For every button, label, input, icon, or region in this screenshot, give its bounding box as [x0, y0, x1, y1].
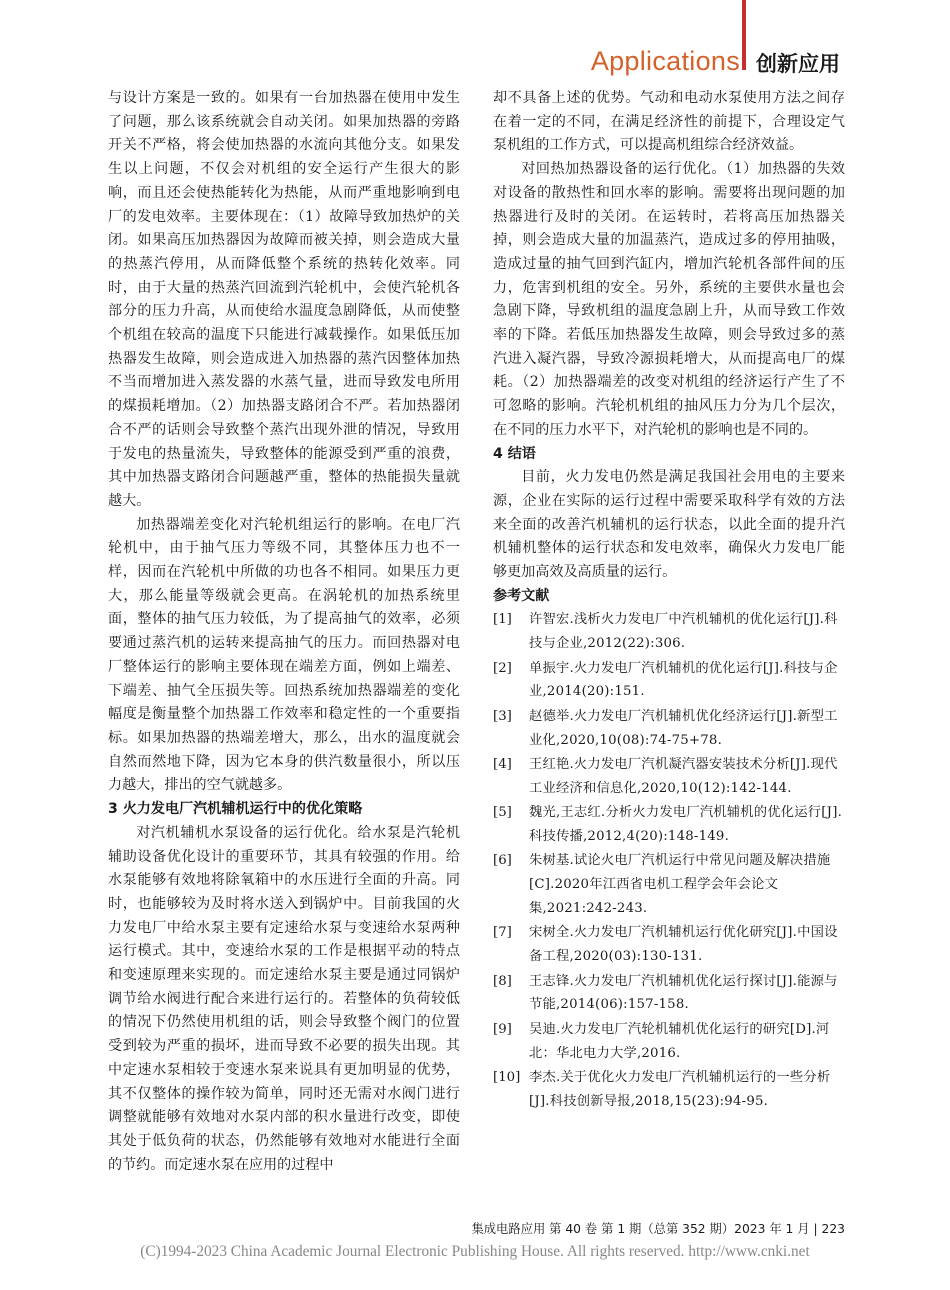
copyright-watermark: (C)1994-2023 China Academic Journal Electronic Publishing House. All rights reserved. http://www.cnki.net [140, 1243, 810, 1260]
reference-list [493, 608, 845, 1113]
reference-number: [9] [493, 1021, 512, 1037]
page-header [0, 0, 950, 80]
reference-text: 单振宇.火力发电厂汽机辅机的优化运行[J].科技与企业,2014(20):151. [529, 660, 838, 700]
reference-number: [3] [493, 708, 512, 724]
reference-item [493, 657, 845, 704]
header-divider-bar [742, 0, 746, 70]
reference-number: [1] [493, 612, 512, 628]
paragraph: 目前，火力发电仍然是满足我国社会用电的主要来源，企业在实际的运行过程中需要采取科学有效的方法来全面的改善汽机辅机的运行状态，以此全面的提升汽机辅机整体的运行状态和发电效率，确保火力发电厂能够更加高效及高质量的运行。 [493, 469, 845, 581]
journal-footer: 集成电路应用 第 40 卷 第 1 期（总第 352 期）2023 年 1 月 | 223 [471, 1222, 845, 1236]
reference-text: 魏光,王志红.分析火力发电厂汽机辅机的优化运行[J].科技传播,2012,4(20):148-149. [529, 805, 843, 844]
reference-item [493, 849, 845, 920]
paragraph: 对回热加热器设备的运行优化。（1）加热器的失效对设备的散热性和回水率的影响。需要将出现问题的加热器进行及时的关闭。在运转时，若将高压加热器关掉，则会造成大量的加温蒸汽，造成过多的停用抽吸，造成过量的抽气回到汽缸内，增加汽轮机各部件间的压力，危害到机组的安全。另外，系统的主要供水量也会急剧下降，导致机组的温度急剧上升，从而导致工作效率的下降。若低压加热器发生故障，则会导致过多的蒸汽进入凝汽器，导致冷源损耗增大，从而提高电厂的煤耗。（2）加热器端差的改变对机组的经济运行产生了不可忽略的影响。汽轮机机组的抽风压力分为几个层次，在不同的压力水平下，对汽轮机的影响也是不同的。 [493, 161, 845, 438]
paragraph: 却不具备上述的优势。气动和电动水泵使用方法之间存在着一定的不同，在满足经济性的前提下，合理设定气泵机组的工作方式，可以提高机组综合经济效益。 [493, 90, 845, 154]
left-column [108, 87, 460, 1177]
paragraph: 与设计方案是一致的。如果有一台加热器在使用中发生了问题，那么该系统就会自动关闭。如果加热器的旁路开关不严格，将会使加热器的水流向其他分支。如果发生以上问题，不仅会对机组的安全运行产生很大的影响，而且还会使热能转化为热能，从而严重地影响到电厂的发电效率。主要体现在：（1）故障导致加热炉的关闭。如果高压加热器因为故障而被关掉，则会造成大量的热蒸汽停用，从而降低整个系统的热转化效率。同时，由于大量的热蒸汽回流到汽轮机中，会使汽轮机各部分的压力升高，从而使给水温度急剧降低，从而使整个机组在较高的温度下只能进行减载操作。如果低压加热器发生故障，则会造成进入加热器的蒸汽因整体加热不当而增加进入蒸发器的水蒸气量，进而导致发电所用的煤损耗增加。（2）加热器支路闭合不严。若加热器闭合不严的话则会导致整个蒸汽出现外泄的情况，导致用于发电的热量流失，导致整体的能源受到严重的浪费，其中加热器支路闭合问题越严重，整体的热能损失量就越大。 [108, 90, 460, 509]
reference-text: 李杰.关于优化火力发电厂汽机辅机运行的一些分析[J].科技创新导报,2018,15(23):94-95. [529, 1070, 831, 1109]
reference-number: [8] [493, 973, 512, 989]
reference-number: [10] [493, 1070, 521, 1085]
right-column [493, 87, 845, 1114]
reference-item [493, 608, 845, 655]
reference-item [493, 705, 845, 752]
reference-text: 许智宏.浅析火力发电厂中汽机辅机的优化运行[J].科技与企业,2012(22):306. [529, 612, 838, 652]
reference-text: 吴迪.火力发电厂汽轮机辅机优化运行的研究[D].河北：华北电力大学,2016. [529, 1021, 830, 1061]
reference-number: [6] [493, 853, 512, 869]
reference-item [493, 753, 845, 800]
paragraph: 对汽机辅机水泵设备的运行优化。给水泵是汽轮机辅助设备优化设计的重要环节，其具有较强的作用。给水泵能够有效地将除氧箱中的水压进行全面的升高。同时，也能够较为及时将水送入到锅炉中。目前我国的火力发电厂中给水泵主要有定速给水泵与变速给水泵两种运行模式。其中，变速给水泵的工作是根据平动的特点和变速原理来实现的。而定速给水泵主要是通过同锅炉调节给水阀进行配合来进行运行的。若整体的负荷较低的情况下仍然使用机组的话，则会导致整个阀门的位置受到较为严重的损坏，进而导致不必要的损失出现。其中定速水泵相较于变速水泵来说具有更加明显的优势，其不仅整体的操作较为简单，同时还无需对水阀门进行调整就能够有效地对水泵内部的积水量进行改变，即使其处于低负荷的状态，仍然能够有效地对水能进行全面的节约。而定速水泵在应用的过程中 [108, 824, 460, 1173]
section-heading: 3 火力发电厂汽机辅机运行中的优化策略 [108, 801, 363, 818]
category-english: Applications [590, 46, 740, 76]
reference-number: [2] [493, 660, 512, 676]
category-chinese: 创新应用 [756, 52, 840, 76]
reference-item [493, 1066, 845, 1113]
reference-text: 王红艳.火力发电厂汽机凝汽器安装技术分析[J].现代工业经济和信息化,2020,10(12):142-144. [529, 757, 838, 796]
reference-text: 宋树全.火力发电厂汽机辅机运行优化研究[J].中国设备工程,2020(03):130-131. [529, 925, 838, 965]
reference-number: [7] [493, 925, 512, 941]
reference-text: 王志锋.火力发电厂汽机辅机优化运行探讨[J].能源与节能,2014(06):157-158. [529, 973, 838, 1013]
section-heading: 4 结语 [493, 445, 536, 462]
paragraph: 加热器端差变化对汽轮机组运行的影响。在电厂汽轮机中，由于抽气压力等级不同，其整体压力也不一样，因而在汽轮机中所做的功也各不相同。如果压力更大，那么能量等级就会更高。在涡轮机的加热系统里面，整体的抽气压力较低，为了提高抽气的效率，必须要通过蒸汽机的运转来提高抽气的压力。而回热器对电厂整体运行的影响主要体现在端差方面，例如上端差、下端差、抽气全压损失等。回热系统加热器端差的变化幅度是衡量整个加热器工作效率和稳定性的一个重要指标。如果加热器的热端差增大，那么，出水的温度就会自然而然地下降，因为它本身的供汽数量很小，所以压力越大，排出的空气就越多。 [108, 516, 460, 794]
reference-number: [4] [493, 757, 512, 773]
reference-number: [5] [493, 805, 512, 821]
references-heading: 参考文献 [493, 587, 550, 604]
reference-text: 赵德举.火力发电厂汽机辅机优化经济运行[J].新型工业化,2020,10(08):74-75+78. [529, 708, 838, 748]
reference-item [493, 1018, 845, 1065]
reference-item [493, 921, 845, 968]
reference-item [493, 970, 845, 1017]
reference-item [493, 801, 845, 848]
reference-text: 朱树基.试论火电厂汽机运行中常见问题及解决措施[C].2020年江西省电机工程学会年会论文集,2021:242-243. [529, 853, 831, 916]
